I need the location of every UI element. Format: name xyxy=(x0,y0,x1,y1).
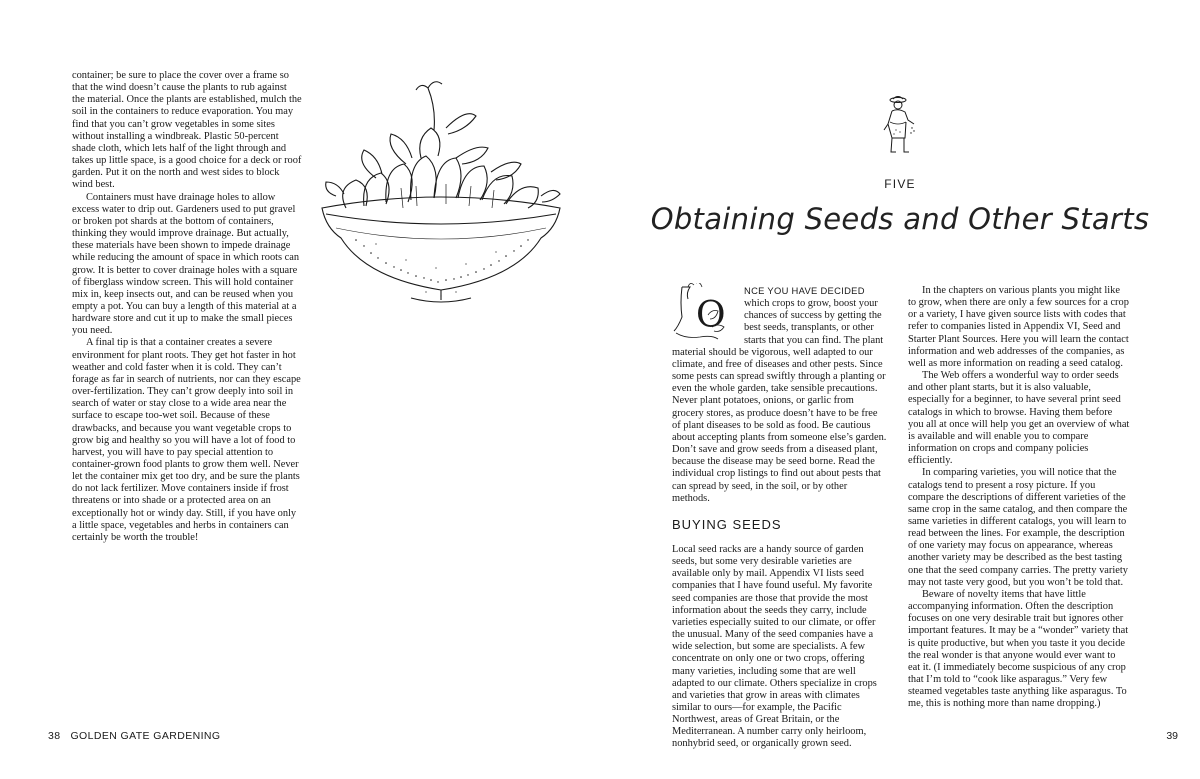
page-number: 38 xyxy=(48,730,61,742)
chapter-number: FIVE xyxy=(884,177,916,191)
left-text-column xyxy=(72,70,302,544)
right-text-column-1 xyxy=(672,285,887,751)
gardener-figure-illustration xyxy=(878,94,918,158)
paragraph: In comparing varieties, you will notice that the catalogs tend to present a rosy picture. If you compare the descriptions of different varieties of the same crop in the same catalog, and then compare the same varieties in different catalogs, you will learn to read between the lines. For example, the description of one variety may focus on appearance, whereas another variety may be described as the best tasting one that the seed company carries. The pretty variety may not taste very good, but you won’t be told that. xyxy=(908,467,1128,588)
intro-smallcaps: NCE YOU HAVE DECIDED xyxy=(744,285,865,296)
vegetable-bowl-illustration xyxy=(316,68,566,310)
intro-text: which crops to grow, boost your chances of success by getting the best seeds, transplants, or other starts that you can find. The plant material should be vigorous, well adapted to our climate, and free of diseases and other pests. Since some pests can spread swiftly through a planting or even the whole garden, take sensible precautions. Never plant potatoes, onions, or garlic from grocery stores, as produce doesn’t have to be free of plant diseases to be sold as food. Be cautious about accepting plants from someone else’s garden. Don’t save and grow seeds from a diseased plant, because the disease may be seed borne. Read the individual crop listings to find out about pests that can spread by seed, in the soil, or by other methods. xyxy=(672,298,887,504)
right-text-column-2 xyxy=(908,285,1130,710)
decorated-dropcap xyxy=(672,283,740,341)
paragraph: Containers must have drainage holes to allow excess water to drip out. Gardeners used to put gravel or broken pot shards at the bottom of containers, thinking they would improve drainage. But actually, these materials have been shown to impede drainage while reducing the amount of space in which roots can grow. It is better to cover drainage holes with a square of fiberglass window screen. This will hold container mix in, keep insects out, and can be reused when you empty a pot. You can buy a length of this material at a hardware store and cut it up to make the small pieces you need. xyxy=(72,191,300,337)
paragraph: In the chapters on various plants you might like to grow, when there are only a few sources for a crop or a variety, I have given source lists with codes that refer to companies listed in Appendix VI, Seed and Starter Plant Sources. Here you will learn the contact information and web addresses of the companies, as well as more information on reading a seed catalog. xyxy=(908,285,1129,369)
intro-paragraph xyxy=(672,285,887,505)
right-page xyxy=(600,0,1200,779)
paragraph: The Web offers a wonderful way to order seeds and other plant starts, but it is also valuable, especially for a beginner, to have several print seed catalogs in which to browse. Having them before you all at once will help you get an overview of what is available and will enable you to compare information on crops and company policies efficiently. xyxy=(908,370,1130,467)
paragraph: A final tip is that a container creates a severe environment for plant roots. They get hot faster in hot weather and cold faster when it is cold. They can’t forage as far in search of nutrients, nor can they escape over-fertilization. They can’t grow deeply into soil in search of water or stay close to a wide area near the surface to escape too-wet soil. Because of these drawbacks, and because you want vegetable crops to grow big and healthy so you will have a lot of food to harvest, you will have to pay special attention to container-grown food plants to grow them well. Never let the container mix get too dry, and be sure the plants do not lack fertilizer. Move containers inside if frost threatens or into shade or a protected area on an exceptionally hot or windy day. Still, if you have only a little space, vegetables and herbs in containers can certainly be worth the trouble! xyxy=(72,337,301,543)
running-footer-left xyxy=(48,730,220,742)
running-head: GOLDEN GATE GARDENING xyxy=(70,730,221,742)
paragraph: Local seed racks are a handy source of garden seeds, but some very desirable varieties are available only by mail. Appendix VI lists seed companies that I have found useful. My favorite seed companies are those that provide the most information about the seeds they carry, include varieties especially suited to our climate, or offer the unusual. Many of the seed companies have a wide selection, but some are specialists. A few concentrate on only one or two crops, offering many varieties, including some that are well adapted to our climate. Others specialize in crops and varieties that grow in areas with climates similar to ours—for example, the Pacific Northwest, areas of Great Britain, or the Mediterranean. A number carry only heirloom, nonhybrid seed, or organically grown seed. xyxy=(672,543,877,750)
page-number: 39 xyxy=(1166,730,1178,742)
chapter-title: Obtaining Seeds and Other Starts xyxy=(650,202,1150,236)
paragraph: container; be sure to place the cover over a frame so that the wind doesn’t cause the plants to rub against the material. Once the plants are established, mulch the soil in the containers to reduce evaporation. You may find that you can’t grow vegetables in some sites without installing a windbreak. Plastic 50-percent shade cloth, which lets half of the light through and takes up little space, is a good choice for a deck or roof garden. Put it on the north and west sides to block wind best. xyxy=(72,70,302,191)
dropcap-letter: O xyxy=(696,295,726,336)
section-heading: BUYING SEEDS xyxy=(672,516,782,532)
paragraph: Beware of novelty items that have little accompanying information. Often the description focuses on one very desirable trait but ignores other important features. It may be a “wonder” variety that is quite productive, but when you taste it you decide the real wonder is that anyone would ever want to eat it. (I immediately become suspicious of any crop that I’m told to “cook like asparagus.” Very few steamed vegetables taste anything like asparagus. To me, this is nothing more than name dropping.) xyxy=(908,588,1129,710)
